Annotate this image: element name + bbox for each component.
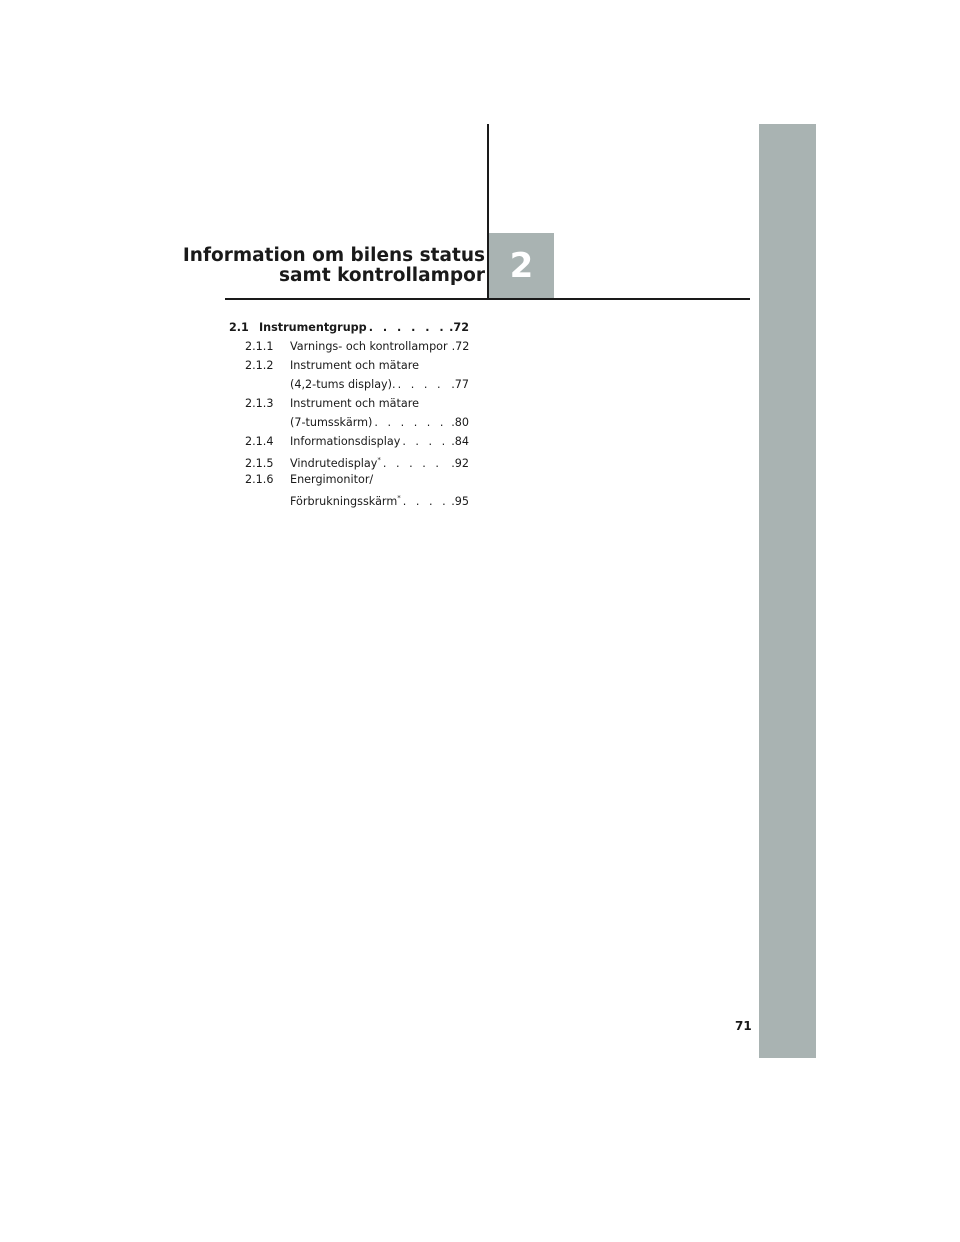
footnote-mark: * [377, 456, 381, 464]
chapter-title-line-2: samt kontrollampor [279, 265, 485, 286]
toc-leader-dots [367, 318, 447, 337]
chapter-title-line-1: Information om bilens status [182, 245, 485, 266]
toc-page: .77 [451, 378, 469, 391]
toc-entry-2-1-4[interactable] [229, 432, 469, 451]
toc-title-cont: (7-tumsskärm) [290, 416, 373, 429]
toc-title: Instrumentgrupp [259, 321, 367, 334]
toc-entry-2-1-6[interactable] [229, 470, 469, 508]
toc-title-cont [290, 489, 401, 511]
toc-page: .92 [451, 457, 469, 470]
toc-title-text: Vindrutedisplay [290, 457, 378, 470]
toc-number: 2.1.1 [245, 340, 274, 353]
toc-number: 2.1 [229, 321, 249, 334]
toc-title: Varnings- och kontrollampor [290, 340, 448, 353]
toc-number: 2.1.6 [245, 473, 274, 486]
toc-entry-2-1-2[interactable] [229, 356, 469, 394]
side-chapter-tab [759, 124, 816, 1058]
toc-title: Energimonitor/ [290, 473, 374, 486]
toc-page: .84 [451, 435, 469, 448]
toc-number: 2.1.3 [245, 397, 274, 410]
footnote-mark: * [397, 494, 401, 502]
toc-title-cont: (4,2-tums display). [290, 378, 396, 391]
toc-entry-2-1-3[interactable] [229, 394, 469, 432]
toc-leader-dots [400, 432, 449, 451]
page-number: 71 [735, 1019, 752, 1033]
toc-title: Informationsdisplay [290, 435, 401, 448]
toc-number: 2.1.5 [245, 457, 274, 470]
toc-title-text: Förbrukningsskärm [290, 495, 398, 508]
toc-entry-main[interactable] [229, 318, 469, 337]
toc-leader-dots [372, 413, 449, 432]
horizontal-rule [225, 298, 750, 300]
toc-number: 2.1.2 [245, 359, 274, 372]
toc-page: .72 [451, 340, 470, 353]
chapter-number: 2 [509, 245, 534, 286]
chapter-title [183, 246, 485, 286]
toc-entry-2-1-1[interactable] [229, 337, 469, 356]
toc-leader-dots [396, 375, 450, 394]
toc-title: Instrument och mätare [290, 397, 419, 410]
toc-page: .80 [451, 416, 469, 429]
table-of-contents [229, 318, 469, 508]
toc-page: .72 [449, 321, 469, 334]
toc-leader-dots [401, 492, 449, 511]
chapter-number-box [489, 233, 554, 298]
toc-number: 2.1.4 [245, 435, 274, 448]
toc-entry-2-1-5[interactable] [229, 451, 469, 470]
toc-title: Instrument och mätare [290, 359, 419, 372]
toc-page: .95 [451, 495, 469, 508]
